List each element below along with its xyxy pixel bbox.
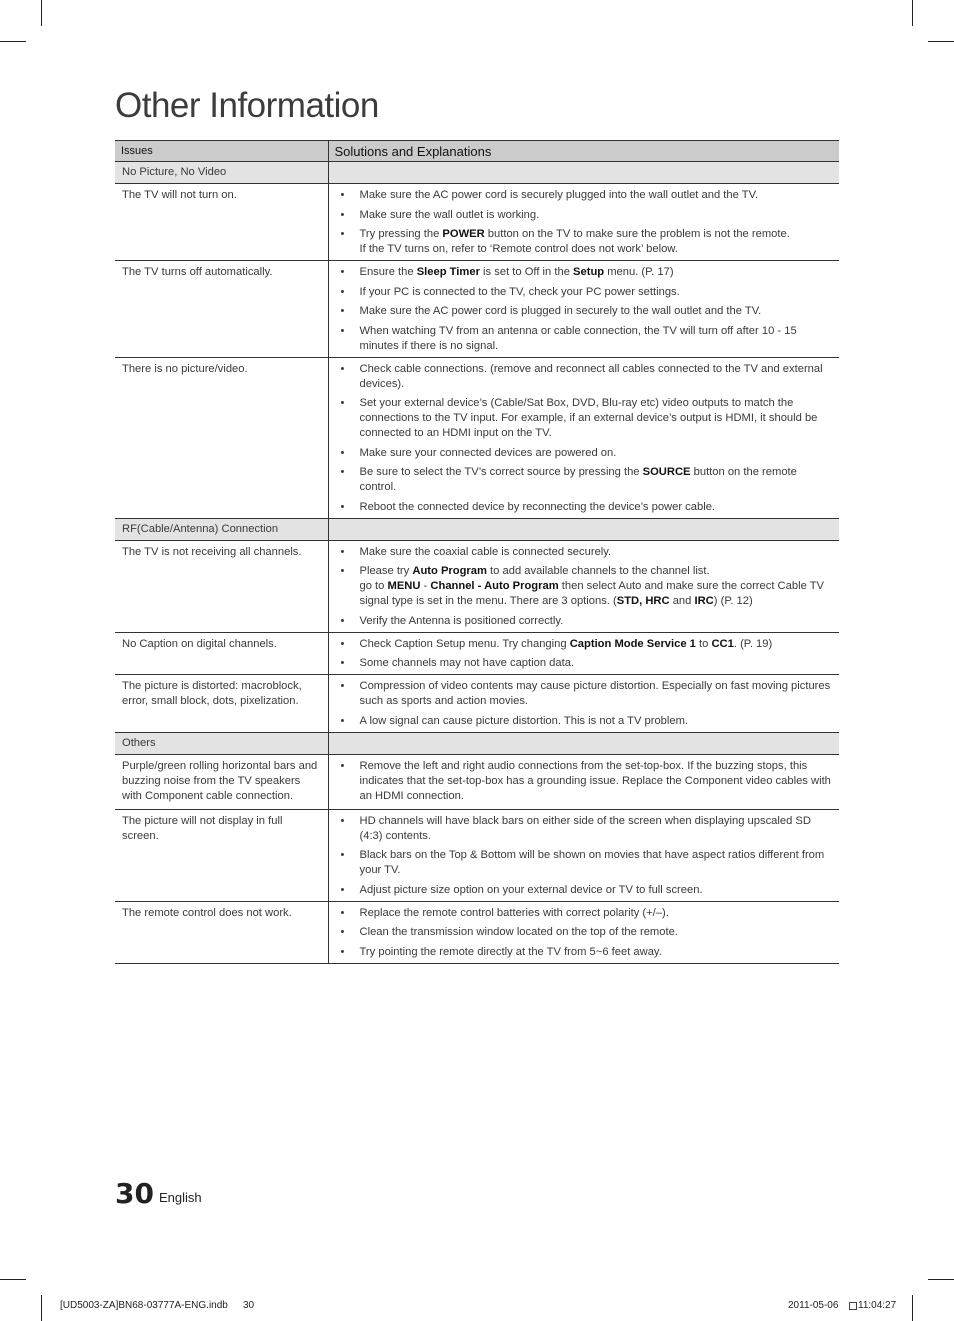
- solution-text: Try pointing the remote directly at the TV from 5~6 feet away.: [359, 945, 662, 958]
- list-item: [341, 759, 832, 804]
- solution-text: When watching TV from an antenna or cable connection, the TV will turn off after 10 - 15 minutes if there is no signal.: [359, 324, 797, 352]
- ui-term: Channel - Auto Program: [430, 580, 559, 592]
- ui-term: STD, HRC: [616, 595, 670, 607]
- list-item: [341, 814, 832, 844]
- ui-term: CC1: [711, 637, 734, 650]
- solution-text: Check cable connections. (remove and reconnect all cables connected to the TV and external devices).: [359, 362, 823, 390]
- issue-cell: The TV turns off automatically.: [115, 261, 328, 358]
- section-label: Others: [115, 732, 328, 754]
- issues-header: Issues: [115, 141, 328, 162]
- table-row: [115, 632, 839, 675]
- list-item: [341, 714, 832, 729]
- solution-text: is set to Off in the: [479, 266, 574, 278]
- solution-text: Be sure to select the TV’s correct source by pressing the: [359, 466, 643, 478]
- solution-text: go to: [359, 580, 388, 592]
- bullet-icon: •: [340, 189, 345, 201]
- solutions-cell: [328, 540, 839, 632]
- solution-text: Remove the left and right audio connections from the set-top-box. If the buzzing stops, this indicates that the set-top-box has a grounding issue. Replace the Component video cables with an HDMI connection.: [359, 759, 831, 802]
- bullet-icon: •: [340, 446, 345, 459]
- solution-text: Black bars on the Top & Bottom will be shown on movies that have aspect ratios different from your TV.: [359, 849, 825, 876]
- table-row: [115, 901, 839, 963]
- ui-term: MENU: [387, 580, 421, 592]
- bullet-icon: •: [340, 466, 345, 478]
- solution-text: to: [695, 637, 712, 650]
- solutions-cell: [328, 632, 839, 675]
- solution-text: Compression of video contents may cause picture distortion. Especially on fast moving pictures such as sports and action movies.: [359, 680, 831, 707]
- bullet-icon: •: [340, 266, 345, 278]
- bullet-icon: •: [340, 883, 345, 896]
- bullet-icon: •: [340, 814, 345, 827]
- table-row: [115, 754, 839, 809]
- bullet-icon: •: [340, 545, 345, 558]
- table-row: [115, 675, 839, 733]
- solution-text: to add available channels to the channel list.: [486, 565, 710, 577]
- list-item: [341, 564, 832, 609]
- solution-text: If the TV turns on, refer to ‘Remote control does not work’ below.: [359, 243, 678, 255]
- section-row: [115, 732, 839, 754]
- issue-cell: No Caption on digital channels.: [115, 632, 328, 675]
- solution-text: Check Caption Setup menu. Try changing: [359, 637, 570, 650]
- bullet-icon: •: [340, 500, 345, 513]
- solution-text: HD channels will have black bars on either side of the screen when displaying upscaled SD (4:3) contents.: [359, 814, 811, 842]
- list-item: [341, 500, 832, 515]
- bullet-icon: •: [340, 324, 345, 337]
- solution-text: Make sure the coaxial cable is connected securely.: [359, 545, 612, 558]
- crop-mark: [912, 0, 913, 26]
- solutions-list: [341, 545, 832, 629]
- bullet-icon: •: [340, 208, 345, 221]
- list-item: [341, 614, 832, 629]
- solution-text: Ensure the: [359, 266, 417, 278]
- list-item: [341, 906, 832, 921]
- solution-text: button on the remote control.: [359, 466, 797, 493]
- issue-cell: The picture is distorted: macroblock, error, small block, dots, pixelization.: [115, 675, 328, 733]
- bullet-icon: •: [340, 305, 345, 317]
- bullet-icon: •: [340, 637, 345, 650]
- bullet-icon: •: [340, 759, 345, 772]
- section-label: RF(Cable/Antenna) Connection: [115, 518, 328, 540]
- crop-mark: [928, 41, 954, 42]
- footer-page: 30: [243, 1300, 255, 1311]
- list-item: [341, 656, 832, 671]
- issue-cell: There is no picture/video.: [115, 357, 328, 518]
- solution-text: and: [669, 595, 695, 607]
- solutions-cell: [328, 357, 839, 518]
- ui-term: IRC: [694, 595, 714, 607]
- solution-text: Clean the transmission window located on the top of the remote.: [359, 926, 678, 938]
- solution-text: Make sure your connected devices are powered on.: [359, 446, 617, 459]
- list-item: [341, 208, 832, 223]
- solutions-cell: [328, 754, 839, 809]
- page-title: Other Information: [115, 86, 379, 125]
- solution-text: Verify the Antenna is positioned correctly.: [359, 614, 564, 627]
- table-row: [115, 184, 839, 261]
- table-row: [115, 540, 839, 632]
- issue-cell: Purple/green rolling horizontal bars and buzzing noise from the TV speakers with Component cable connection.: [115, 754, 328, 809]
- solution-text: If your PC is connected to the TV, check your PC power settings.: [359, 285, 680, 298]
- solution-text: then select Auto and make sure the correct Cable TV signal type is set in the menu. There are 3 options. (: [359, 580, 824, 607]
- ui-term: Setup: [573, 266, 605, 278]
- solution-text: Some channels may not have caption data.: [359, 657, 575, 669]
- crop-mark: [0, 1279, 26, 1280]
- list-item: [341, 227, 832, 257]
- crop-mark: [0, 41, 26, 42]
- section-row: [115, 518, 839, 540]
- list-item: [341, 265, 832, 280]
- solutions-list: [341, 679, 832, 729]
- bullet-icon: •: [340, 228, 345, 240]
- table-row: [115, 809, 839, 901]
- list-item: [341, 545, 832, 560]
- list-item: [341, 304, 832, 319]
- crop-mark: [912, 1295, 913, 1321]
- solutions-cell: [328, 261, 839, 358]
- ui-term: SOURCE: [642, 466, 691, 478]
- list-item: [341, 465, 832, 495]
- bullet-icon: •: [340, 565, 345, 577]
- solution-text: menu. (P. 17): [604, 266, 674, 278]
- solution-text: Adjust picture size option on your external device or TV to full screen.: [359, 883, 703, 896]
- solution-text: Make sure the wall outlet is working.: [359, 208, 540, 221]
- solution-text: . (P. 19): [733, 637, 773, 650]
- ui-term: Sleep Timer: [416, 266, 480, 278]
- table-header-row: [115, 141, 839, 162]
- list-item: [341, 188, 832, 203]
- bullet-icon: •: [340, 714, 345, 727]
- table-body: [115, 162, 839, 964]
- table-row: [115, 261, 839, 358]
- list-item: [341, 285, 832, 300]
- troubleshooting-table: [115, 140, 839, 964]
- bullet-icon: •: [340, 906, 345, 919]
- bullet-icon: •: [340, 285, 345, 298]
- solutions-list: [341, 362, 832, 515]
- solution-text: Try pressing the: [359, 228, 443, 240]
- bullet-icon: •: [340, 657, 345, 669]
- list-item: [341, 396, 832, 441]
- list-item: [341, 324, 832, 354]
- solution-text: A low signal can cause picture distortion. This is not a TV problem.: [359, 714, 689, 727]
- section-row: [115, 162, 839, 184]
- list-item: [341, 637, 832, 652]
- bullet-icon: •: [340, 614, 345, 627]
- ui-term: Caption Mode Service 1: [569, 637, 696, 650]
- ui-term: POWER: [442, 228, 485, 240]
- solution-text: Replace the remote control batteries with correct polarity (+/–).: [359, 906, 669, 919]
- footer-filename: [UD5003-ZA]BN68-03777A-ENG.indb: [60, 1300, 228, 1311]
- solution-text: Please try: [359, 565, 413, 577]
- solutions-list: [341, 906, 832, 960]
- bullet-icon: •: [340, 945, 345, 958]
- solutions-list: [341, 188, 832, 257]
- solution-text: Make sure the AC power cord is plugged in securely to the wall outlet and the TV.: [359, 305, 762, 317]
- issue-cell: The picture will not display in full screen.: [115, 809, 328, 901]
- page-number: 30: [115, 1177, 154, 1210]
- list-item: [341, 679, 832, 709]
- issue-cell: The TV will not turn on.: [115, 184, 328, 261]
- page-language: English: [159, 1190, 202, 1205]
- list-item: [341, 362, 832, 392]
- crop-mark: [41, 1295, 42, 1321]
- section-empty-cell: [328, 732, 839, 754]
- solutions-list: [341, 814, 832, 898]
- ui-term: Auto Program: [412, 565, 487, 577]
- solution-text: Reboot the connected device by reconnecting the device’s power cable.: [359, 500, 716, 513]
- solutions-list: [341, 265, 832, 354]
- list-item: [341, 848, 832, 878]
- table-row: [115, 357, 839, 518]
- bullet-icon: •: [340, 680, 345, 692]
- section-empty-cell: [328, 162, 839, 184]
- list-item: [341, 925, 832, 940]
- bullet-icon: •: [340, 362, 345, 375]
- solutions-list: [341, 759, 832, 804]
- solution-text: ) (P. 12): [713, 595, 753, 607]
- footer-date: 2011-05-06: [788, 1300, 839, 1311]
- footer-time: 11:04:27: [858, 1300, 897, 1311]
- section-label: No Picture, No Video: [115, 162, 328, 184]
- issue-cell: The TV is not receiving all channels.: [115, 540, 328, 632]
- list-item: [341, 883, 832, 898]
- bullet-icon: •: [340, 926, 345, 938]
- solutions-list: [341, 637, 832, 672]
- solution-text: Set your external device’s (Cable/Sat Box, DVD, Blu-ray etc) video outputs to match the connections to the TV input. For example, if an external device’s output is HDMI, it should be connected to an HDMI input on the TV.: [359, 397, 818, 439]
- solution-text: button on the TV to make sure the problem is not the remote.: [484, 228, 790, 240]
- list-item: [341, 446, 832, 461]
- footer-glyph-icon: [849, 1302, 857, 1310]
- crop-mark: [928, 1279, 954, 1280]
- solutions-cell: [328, 809, 839, 901]
- solutions-header: Solutions and Explanations: [328, 141, 839, 162]
- solution-text: -: [420, 580, 431, 592]
- solutions-cell: [328, 184, 839, 261]
- section-empty-cell: [328, 518, 839, 540]
- list-item: [341, 945, 832, 960]
- solution-text: Make sure the AC power cord is securely plugged into the wall outlet and the TV.: [359, 189, 759, 201]
- crop-mark: [41, 0, 42, 26]
- issue-cell: The remote control does not work.: [115, 901, 328, 963]
- solutions-cell: [328, 675, 839, 733]
- solutions-cell: [328, 901, 839, 963]
- bullet-icon: •: [340, 397, 345, 409]
- bullet-icon: •: [340, 849, 345, 861]
